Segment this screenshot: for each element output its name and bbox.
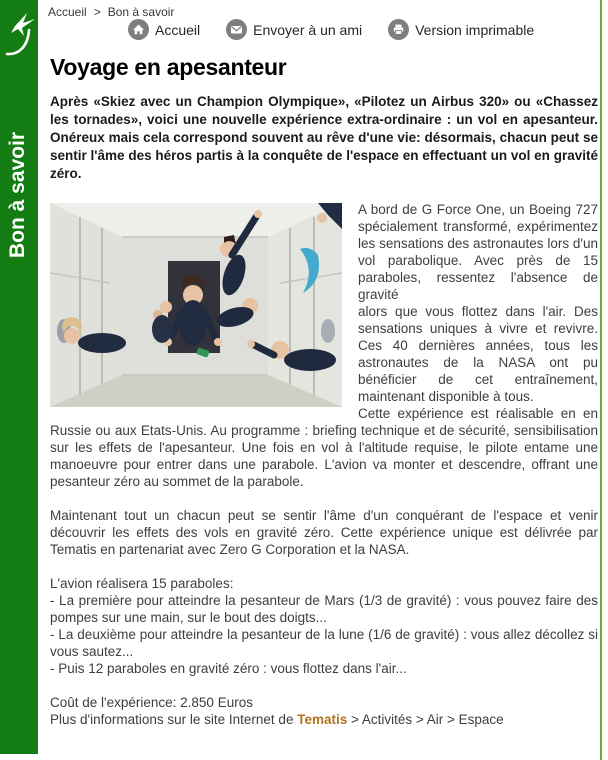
paragraph-tematis: Maintenant tout un chacun peut se sentir l'âme d'un conquérant de l'espace et venir découvrir les effets des vols en gravité zéro. Cette expérience unique est délivrée par Tematis en partenariat avec Zero G Corporation et la NASA. bbox=[50, 508, 598, 557]
toolbar bbox=[128, 19, 534, 40]
paragraph-programme: Cette expérience est réalisable en en Russie ou aux Etats-Unis. Au programme : briefing technique et de sécurité, sensibilisation sur les effets de l'apesanteur. Une fois en vol à l'altitude requise, le pilote entame une manoeuvre pour entrer dans une parabole. L'avion va monter et descendre, offrant une pesanteur zéro au sommet de la parabole. bbox=[50, 406, 598, 489]
breadcrumb-separator: > bbox=[93, 5, 101, 19]
article-body bbox=[50, 201, 598, 728]
paraboles-intro: L'avion réalisera 15 paraboles: bbox=[50, 576, 234, 591]
home-icon bbox=[128, 19, 149, 40]
parabole-item-lune: - La deuxième pour atteindre la pesanteur de la lune (1/6 de gravité) : vous allez décollez si vous sautez... bbox=[50, 627, 598, 659]
paragraph-gforce: A bord de G Force One, un Boeing 727 spécialement transformé, expérimentez les sensations des astronautes lors d'un vol parabolique. Avec près de 15 paraboles, ressentez l'absence de gravité alors que vous flottez dans l'air. Des sensations uniques à vivre et revivre. Ces 40 dernières années, tous les astronautes de la NASA ont pu bénéficier de cet entraînement, maintenant disponible à tous. bbox=[358, 202, 598, 404]
more-info-prefix: Plus d'informations sur le site Internet de bbox=[50, 712, 298, 727]
zero-gravity-photo bbox=[50, 203, 342, 407]
toolbar-home-button[interactable] bbox=[128, 19, 200, 40]
breadcrumb bbox=[48, 5, 174, 19]
paragraph-cost-info bbox=[50, 694, 598, 728]
breadcrumb-home-link[interactable]: Accueil bbox=[48, 5, 87, 19]
toolbar-print-label: Version imprimable bbox=[415, 21, 535, 38]
page-title: Voyage en apesanteur bbox=[50, 54, 287, 80]
more-info-suffix: > Activités > Air > Espace bbox=[347, 712, 504, 727]
article bbox=[50, 54, 598, 728]
toolbar-send-to-friend-button[interactable] bbox=[226, 19, 362, 40]
parabole-item-zero: - Puis 12 paraboles en gravité zéro : vous flottez dans l'air... bbox=[50, 661, 407, 676]
toolbar-print-button[interactable] bbox=[388, 19, 534, 40]
breadcrumb-current: Bon à savoir bbox=[107, 5, 175, 19]
mail-icon bbox=[226, 19, 247, 40]
cost-line: Coût de l'expérience: 2.850 Euros bbox=[50, 695, 253, 710]
toolbar-home-label: Accueil bbox=[155, 21, 201, 38]
content-right-border bbox=[600, 0, 602, 760]
printer-icon bbox=[388, 19, 409, 40]
parabole-item-mars: - La première pour atteindre la pesanteur de Mars (1/3 de gravité) : vous pouvez faire des pompes sur une main, sur le bout des doigts... bbox=[50, 593, 598, 625]
article-intro: Après «Skiez avec un Champion Olympique», «Pilotez un Airbus 320» ou «Chassez les tornades», voici une nouvelle expérience extra-ordinaire : un vol en apesanteur. Onéreux mais cela correspond souvent au rêve d'une vie: désormais, chacun peut se sentir l'âme des héros partis à la conquête de l'espace en effectuant un vol en gravité zéro. bbox=[50, 94, 598, 181]
sidebar bbox=[0, 0, 38, 754]
paragraph-paraboles bbox=[50, 575, 598, 677]
toolbar-send-label: Envoyer à un ami bbox=[253, 21, 363, 38]
tematis-link[interactable]: Tematis bbox=[297, 712, 348, 727]
sidebar-section-label: Bon à savoir bbox=[6, 131, 29, 258]
